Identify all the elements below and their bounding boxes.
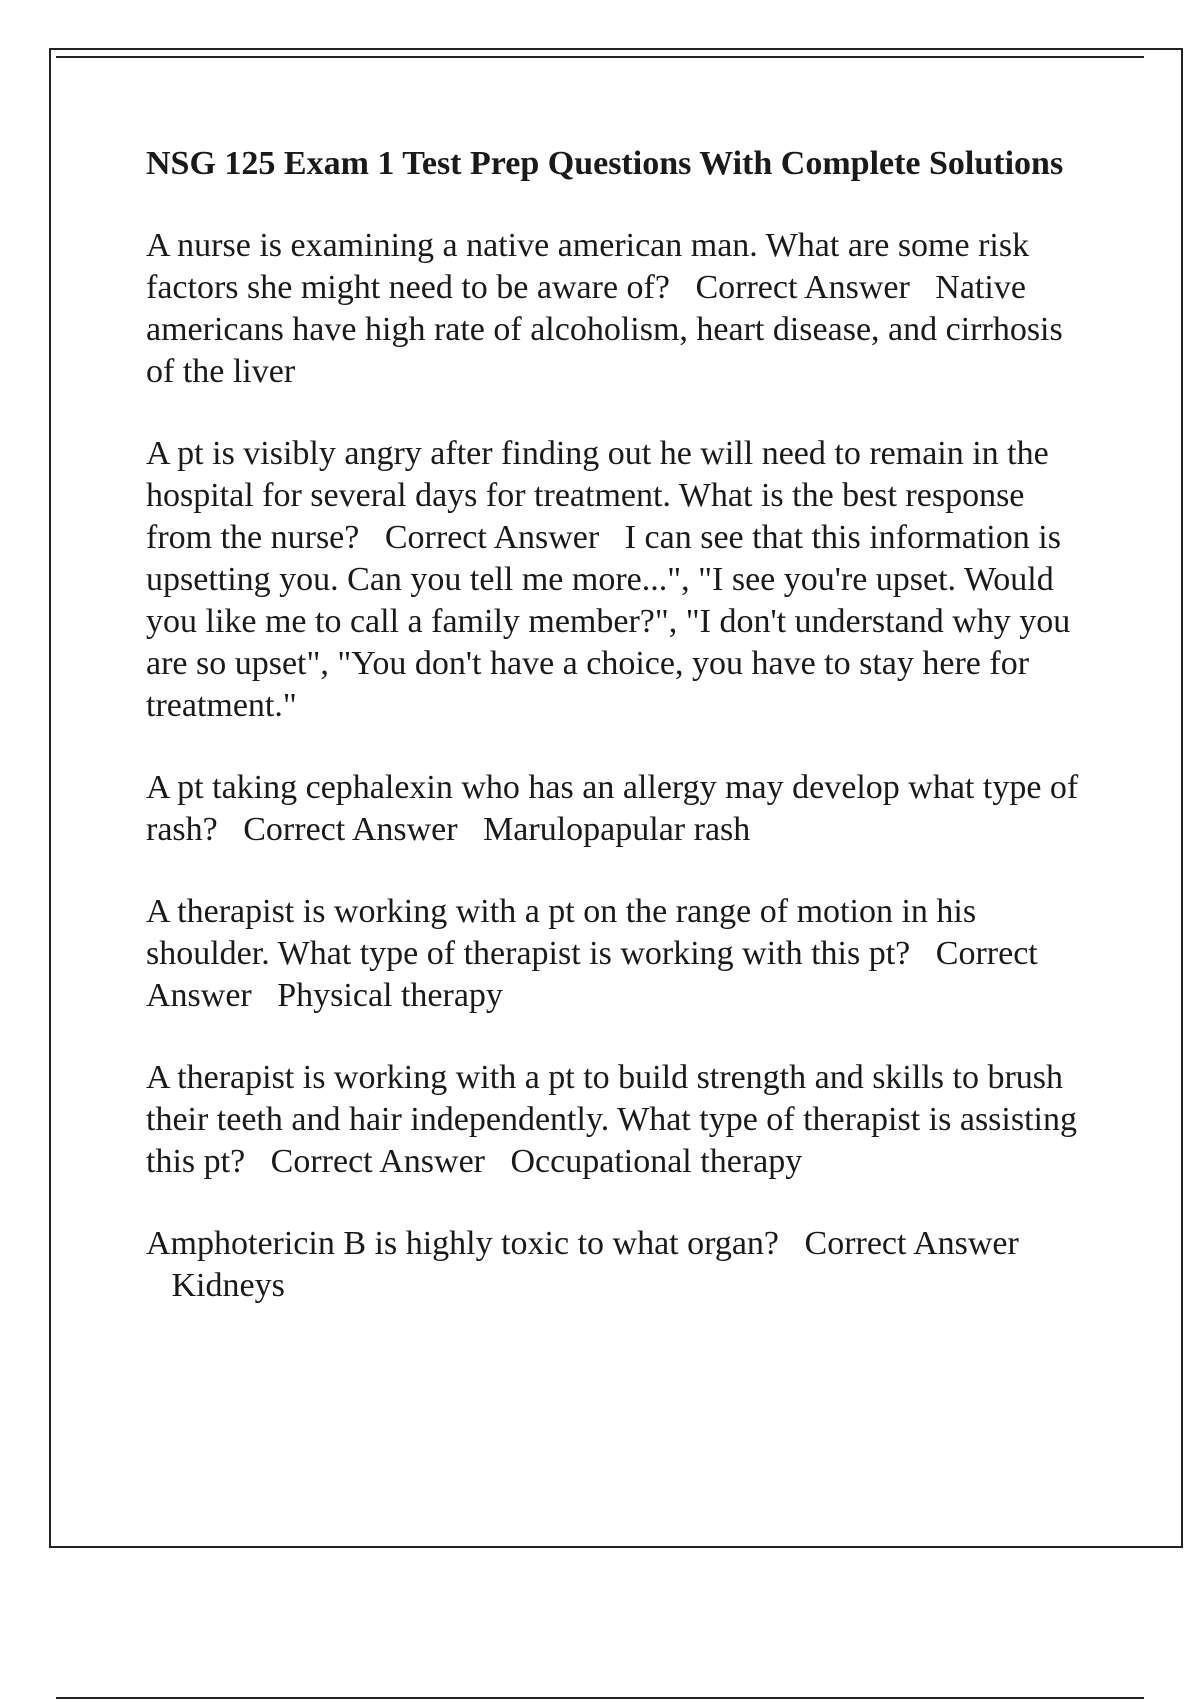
- bottom-rule-divider: [56, 1697, 1144, 1699]
- question-text: A pt is visibly angry after finding out he will need to remain in the hospital for several days for treatment. What is the best response from the nurse?: [146, 435, 1049, 556]
- question-text: A therapist is working with a pt on the range of motion in his shoulder. What type of therapist is working with this pt?: [146, 893, 977, 972]
- qa-item-4: [146, 891, 1086, 1017]
- qa-item-6: [146, 1223, 1086, 1307]
- qa-item-3: [146, 767, 1086, 851]
- question-text: A pt taking cephalexin who has an allergy may develop what type of rash?: [146, 769, 1079, 848]
- answer-label: Correct Answer: [695, 269, 910, 306]
- answer-label: Correct Answer: [270, 1143, 485, 1180]
- question-text: A therapist is working with a pt to build strength and skills to brush their teeth and hair independently. What type of therapist is assisting this pt?: [146, 1059, 1077, 1180]
- question-text: Amphotericin B is highly toxic to what organ?: [146, 1225, 780, 1262]
- answer-label: Correct Answer: [804, 1225, 1019, 1262]
- answer-text: I can see that this information is upsetting you. Can you tell me more...", "I see you're upset. Would you like me to call a family member?", "I don't understand why you are so upset", "You don't have a choice, you have to stay here for treatment.": [146, 519, 1071, 724]
- answer-text: Native americans have high rate of alcoholism, heart disease, and cirrhosis of the liver: [146, 269, 1063, 390]
- qa-item-2: [146, 433, 1086, 727]
- answer-text: Occupational therapy: [510, 1143, 803, 1180]
- qa-item-1: [146, 225, 1086, 393]
- question-text: A nurse is examining a native american man. What are some risk factors she might need to be aware of?: [146, 227, 1030, 306]
- answer-label: Correct Answer: [384, 519, 600, 556]
- document-body: [146, 143, 1086, 1347]
- document-title: NSG 125 Exam 1 Test Prep Questions With Complete Solutions: [146, 145, 1064, 182]
- answer-text: Marulopapular rash: [483, 811, 751, 848]
- answer-label: Correct Answer: [146, 935, 1038, 1014]
- answer-text: Kidneys: [171, 1267, 285, 1304]
- qa-item-5: [146, 1057, 1086, 1183]
- top-rule-divider: [56, 56, 1144, 58]
- answer-label: Correct Answer: [243, 811, 458, 848]
- answer-text: Physical therapy: [277, 977, 503, 1014]
